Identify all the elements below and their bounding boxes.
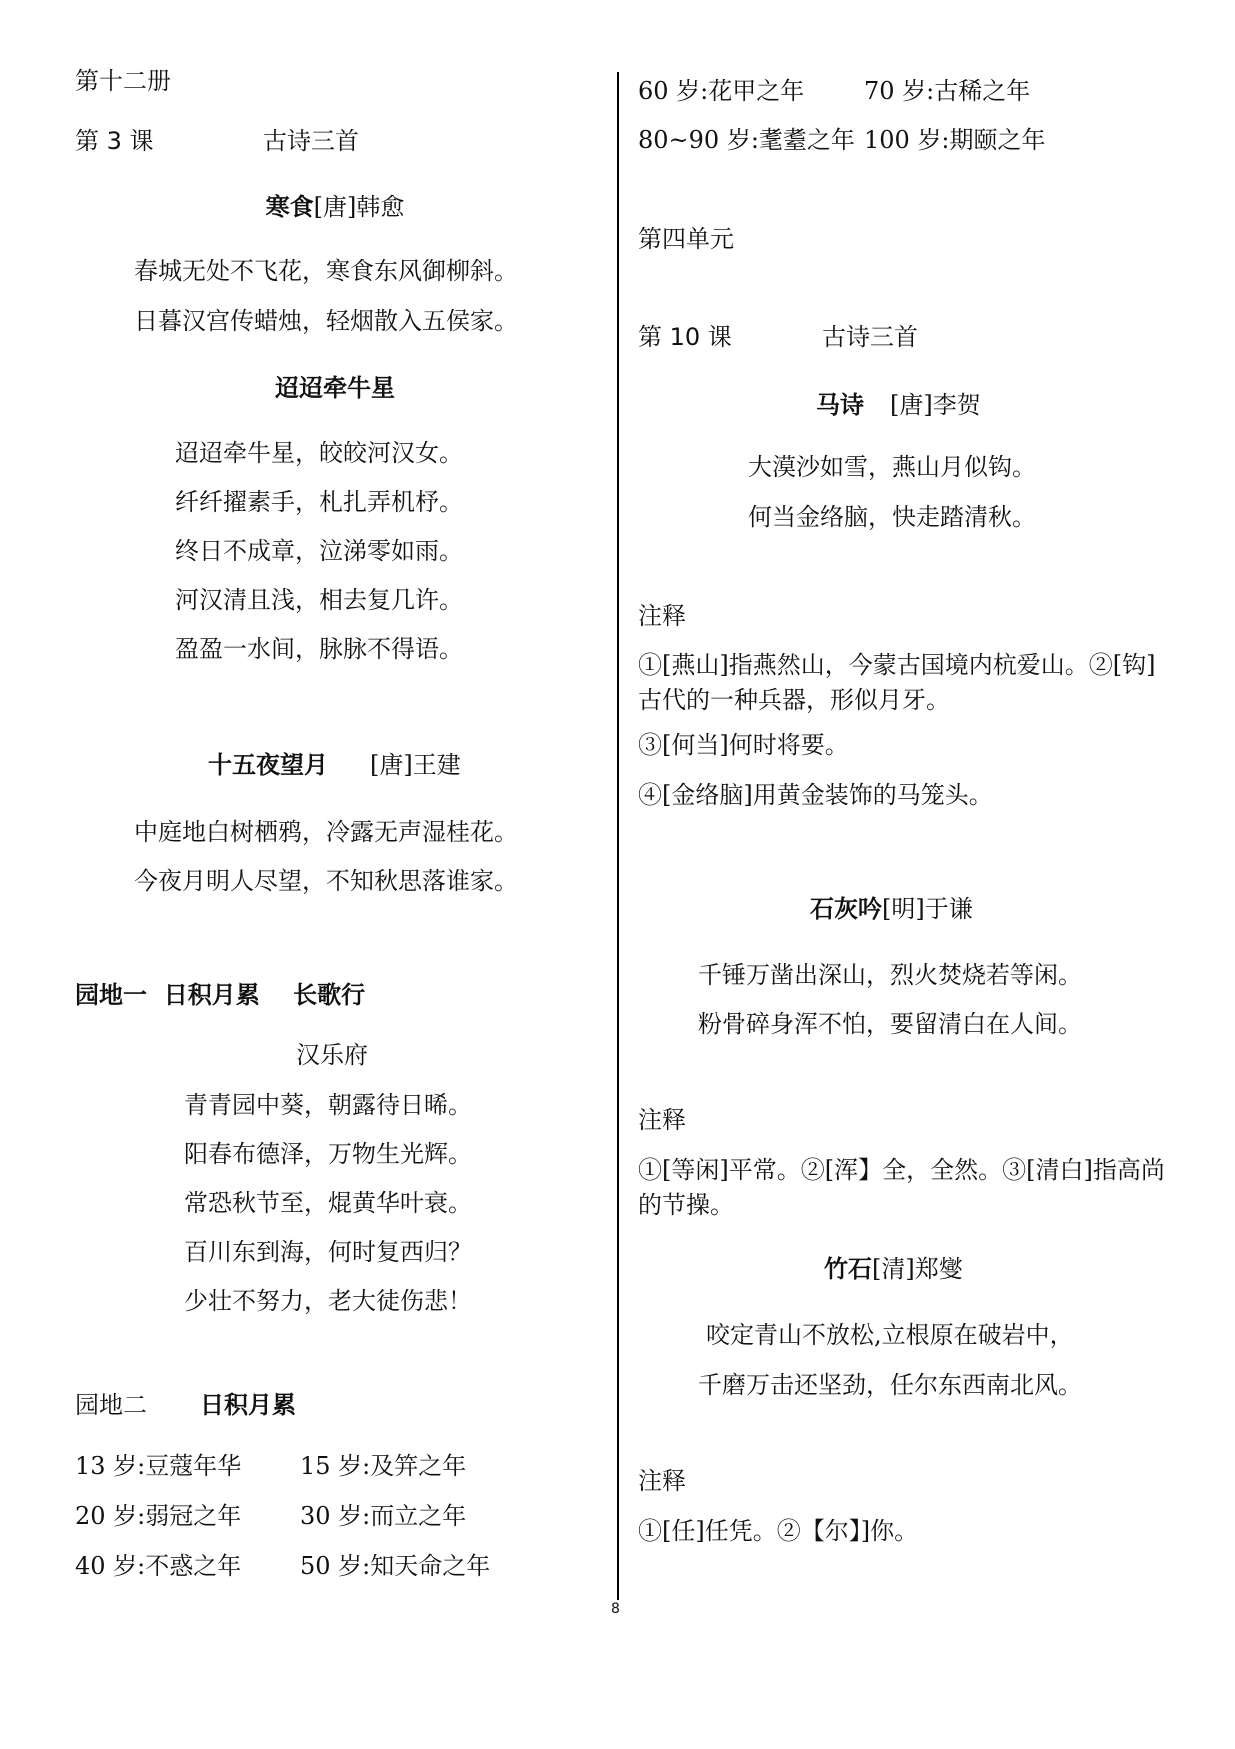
garden-1-author: 汉乐府 [296, 1041, 368, 1069]
poem-line: 终日不成章，泣涕零如雨。 [175, 537, 463, 565]
poem-line: 大漠沙如雪，燕山月似钩。 [748, 453, 1036, 481]
poem-shihuiyin-author: [明]于谦 [882, 895, 973, 923]
poem-line: 千锤万凿出深山，烈火焚烧若等闲。 [698, 961, 1082, 989]
poem-hanshi-heading [75, 192, 595, 222]
notes-label: 注释 [638, 602, 686, 630]
poem-tiaotiao-title: 迢迢牵牛星 [275, 374, 395, 402]
lesson-3-label: 第 3 课 [75, 127, 154, 155]
poem-mashi-title: 马诗 [816, 391, 864, 419]
poem-hanshi-author: [唐]韩愈 [313, 193, 405, 221]
note-text: ③[何当]何时将要。 [638, 731, 849, 759]
age-term: 30 岁:而立之年 [300, 1502, 467, 1530]
poem-shihuiyin-heading [810, 894, 973, 924]
poem-line: 阳春布德泽，万物生光辉。 [184, 1140, 472, 1168]
poem-line: 青青园中葵，朝露待日晞。 [184, 1091, 472, 1119]
note-text: ①[等闲]平常。②[浑】全，全然。③[清白]指高尚的节操。 [638, 1156, 1165, 1219]
note-text: ①[任]任凭。②【尔】]你。 [638, 1517, 919, 1545]
age-term: 20 岁:弱冠之年 [75, 1502, 242, 1530]
poem-line: 今夜月明人尽望，不知秋思落谁家。 [134, 867, 518, 895]
poem-line: 河汉清且浅，相去复几许。 [175, 586, 463, 614]
poem-line: 日暮汉宫传蜡烛，轻烟散入五侯家。 [134, 307, 518, 335]
poem-line: 咬定青山不放松,立根原在破岩中， [706, 1321, 1074, 1349]
poem-shiwuye-author: [唐]王建 [370, 751, 461, 779]
age-term: 15 岁:及笄之年 [300, 1452, 467, 1480]
column-divider [617, 72, 619, 1600]
lesson-3-topic: 古诗三首 [263, 127, 359, 155]
poem-zhushi-heading [824, 1254, 963, 1284]
poem-line: 少壮不努力，老大徒伤悲！ [184, 1287, 472, 1315]
poem-line: 百川东到海，何时复西归？ [184, 1238, 472, 1266]
poem-mashi-author: [唐]李贺 [890, 391, 981, 419]
poem-line: 粉骨碎身浑不怕，要留清白在人间。 [698, 1010, 1082, 1038]
garden-1-heading: 园地一 日积月累 长歌行 [75, 981, 366, 1009]
poem-hanshi-title: 寒食 [265, 193, 314, 221]
age-term: 50 岁:知天命之年 [300, 1552, 491, 1580]
poem-zhushi-author: [清]郑燮 [872, 1255, 963, 1283]
lesson-10-label: 第 10 课 [638, 323, 732, 351]
poem-line: 千磨万击还坚劲，任尔东西南北风。 [698, 1371, 1082, 1399]
note-text: ①[燕山]指燕然山，今蒙古国境内杭爱山。②[钩]古代的一种兵器，形似月牙。 [638, 651, 1156, 714]
garden-2-label: 园地二 [75, 1391, 147, 1419]
garden-2-topic: 日积月累 [200, 1391, 296, 1419]
poem-shihuiyin-title: 石灰吟 [810, 895, 882, 923]
note-text: ④[金络脑]用黄金装饰的马笼头。 [638, 781, 993, 809]
age-term: 13 岁:豆蔻年华 [75, 1452, 242, 1480]
poem-line: 何当金络脑，快走踏清秋。 [748, 503, 1036, 531]
poem-line: 中庭地白树栖鸦，冷露无声湿桂花。 [134, 818, 518, 846]
lesson-10-topic: 古诗三首 [822, 323, 918, 351]
age-term: 100 岁:期颐之年 [864, 126, 1046, 154]
poem-line: 盈盈一水间，脉脉不得语。 [175, 635, 463, 663]
poem-line: 纤纤擢素手，札扎弄机杼。 [175, 488, 463, 516]
volume-title: 第十二册 [75, 67, 171, 95]
poem-line: 常恐秋节至，焜黄华叶衰。 [184, 1189, 472, 1217]
notes-label: 注释 [638, 1106, 686, 1134]
poem-zhushi-title: 竹石 [824, 1255, 872, 1283]
poem-line: 迢迢牵牛星，皎皎河汉女。 [175, 439, 463, 467]
notes-label: 注释 [638, 1467, 686, 1495]
unit-title: 第四单元 [638, 225, 734, 253]
age-term: 80~90 岁:耄耋之年 [638, 126, 855, 154]
age-term: 60 岁:花甲之年 [638, 77, 805, 105]
poem-line: 春城无处不飞花，寒食东风御柳斜。 [134, 257, 518, 285]
poem-shiwuye-title: 十五夜望月 [208, 751, 328, 779]
age-term: 40 岁:不惑之年 [75, 1552, 242, 1580]
age-term: 70 岁:古稀之年 [864, 77, 1031, 105]
page-number: 8 [611, 1601, 620, 1617]
